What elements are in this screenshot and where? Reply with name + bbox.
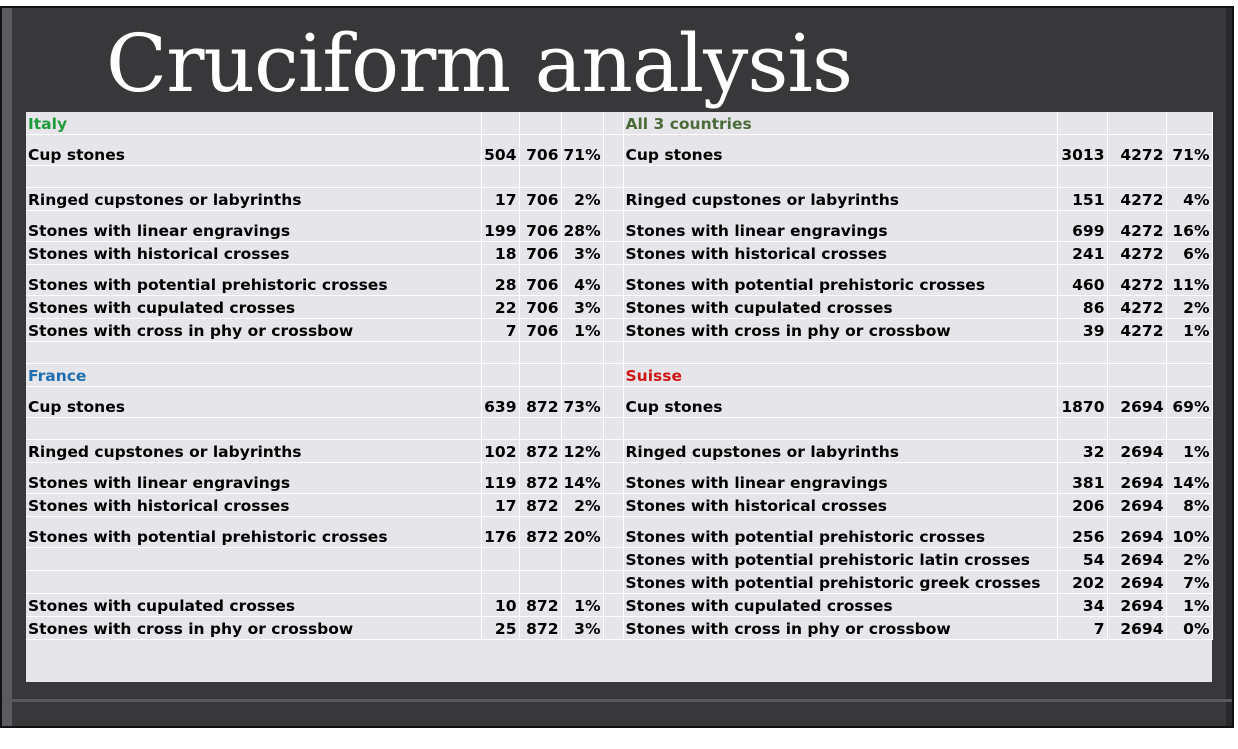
row-label[interactable]: Stones with linear engravings bbox=[623, 463, 1057, 494]
table-row bbox=[26, 571, 1212, 594]
row-total[interactable]: 2694 bbox=[1107, 571, 1166, 594]
row-pct[interactable]: 14% bbox=[561, 463, 603, 494]
row-count[interactable]: 39 bbox=[1057, 319, 1107, 342]
row-label[interactable]: Stones with potential prehistoric crosses bbox=[623, 265, 1057, 296]
table-row bbox=[26, 517, 1212, 548]
table-row bbox=[26, 211, 1212, 242]
row-count[interactable]: 381 bbox=[1057, 463, 1107, 494]
row-count[interactable]: 3013 bbox=[1057, 135, 1107, 166]
row-label[interactable]: Stones with historical crosses bbox=[623, 494, 1057, 517]
row-pct[interactable]: 73% bbox=[561, 387, 603, 418]
row-total[interactable]: 2694 bbox=[1107, 463, 1166, 494]
row-count[interactable]: 504 bbox=[481, 135, 519, 166]
row-count[interactable]: 22 bbox=[481, 296, 519, 319]
row-count[interactable]: 639 bbox=[481, 387, 519, 418]
row-total[interactable]: 872 bbox=[519, 517, 561, 548]
row-label[interactable]: Stones with linear engravings bbox=[26, 463, 481, 494]
row-count[interactable]: 151 bbox=[1057, 188, 1107, 211]
row-pct[interactable]: 0% bbox=[1166, 617, 1212, 640]
row-count[interactable]: 17 bbox=[481, 188, 519, 211]
row-count[interactable]: 7 bbox=[1057, 617, 1107, 640]
table-row bbox=[26, 342, 1212, 364]
row-total[interactable]: 872 bbox=[519, 387, 561, 418]
row-total[interactable]: 2694 bbox=[1107, 617, 1166, 640]
row-count[interactable]: 1870 bbox=[1057, 387, 1107, 418]
row-total[interactable]: 706 bbox=[519, 242, 561, 265]
table-row bbox=[26, 265, 1212, 296]
row-pct[interactable]: 71% bbox=[1166, 135, 1212, 166]
row-pct[interactable]: 1% bbox=[1166, 440, 1212, 463]
table-row bbox=[26, 135, 1212, 166]
row-pct[interactable]: 1% bbox=[1166, 319, 1212, 342]
row-pct[interactable]: 4% bbox=[1166, 188, 1212, 211]
row-label[interactable]: Stones with potential prehistoric latin crosses bbox=[623, 548, 1057, 571]
row-label[interactable]: Stones with cupulated crosses bbox=[26, 296, 481, 319]
row-pct[interactable]: 6% bbox=[1166, 242, 1212, 265]
row-pct[interactable]: 8% bbox=[1166, 494, 1212, 517]
row-pct[interactable]: 3% bbox=[561, 296, 603, 319]
row-pct[interactable]: 1% bbox=[1166, 594, 1212, 617]
table-row bbox=[26, 463, 1212, 494]
row-count[interactable]: 102 bbox=[481, 440, 519, 463]
row-pct[interactable]: 1% bbox=[561, 594, 603, 617]
table-row bbox=[26, 242, 1212, 265]
table-row bbox=[26, 440, 1212, 463]
row-pct[interactable]: 4% bbox=[561, 265, 603, 296]
row-total[interactable]: 4272 bbox=[1107, 135, 1166, 166]
row-count[interactable]: 202 bbox=[1057, 571, 1107, 594]
row-label[interactable]: Stones with cross in phy or crossbow bbox=[26, 617, 481, 640]
row-total[interactable]: 706 bbox=[519, 296, 561, 319]
row-count[interactable]: 18 bbox=[481, 242, 519, 265]
row-count[interactable]: 86 bbox=[1057, 296, 1107, 319]
row-count[interactable]: 10 bbox=[481, 594, 519, 617]
row-label[interactable]: Stones with historical crosses bbox=[26, 494, 481, 517]
section-header-suisse[interactable]: Suisse bbox=[623, 364, 1057, 387]
table-row bbox=[26, 364, 1212, 387]
row-count[interactable]: 206 bbox=[1057, 494, 1107, 517]
row-total[interactable]: 872 bbox=[519, 440, 561, 463]
row-pct[interactable]: 20% bbox=[561, 517, 603, 548]
row-pct[interactable]: 16% bbox=[1166, 211, 1212, 242]
table-row bbox=[26, 594, 1212, 617]
row-pct[interactable]: 11% bbox=[1166, 265, 1212, 296]
row-label[interactable]: Stones with linear engravings bbox=[623, 211, 1057, 242]
row-label[interactable]: Ringed cupstones or labyrinths bbox=[26, 188, 481, 211]
row-total[interactable]: 4272 bbox=[1107, 319, 1166, 342]
row-total[interactable]: 4272 bbox=[1107, 265, 1166, 296]
row-pct[interactable]: 28% bbox=[561, 211, 603, 242]
row-count[interactable]: 54 bbox=[1057, 548, 1107, 571]
row-total[interactable]: 706 bbox=[519, 135, 561, 166]
section-header-all-countries[interactable]: All 3 countries bbox=[623, 112, 1057, 135]
row-label[interactable]: Stones with potential prehistoric crosses bbox=[26, 517, 481, 548]
row-total[interactable]: 2694 bbox=[1107, 548, 1166, 571]
row-count[interactable]: 256 bbox=[1057, 517, 1107, 548]
row-pct[interactable]: 12% bbox=[561, 440, 603, 463]
row-count[interactable]: 699 bbox=[1057, 211, 1107, 242]
table-row bbox=[26, 548, 1212, 571]
row-pct[interactable]: 14% bbox=[1166, 463, 1212, 494]
row-label[interactable]: Stones with potential prehistoric greek crosses bbox=[623, 571, 1057, 594]
table-row bbox=[26, 418, 1212, 440]
row-total[interactable]: 872 bbox=[519, 494, 561, 517]
row-count[interactable]: 119 bbox=[481, 463, 519, 494]
row-label[interactable]: Stones with linear engravings bbox=[26, 211, 481, 242]
row-pct[interactable]: 2% bbox=[1166, 548, 1212, 571]
section-header-italy[interactable]: Italy bbox=[26, 112, 481, 135]
row-pct[interactable]: 7% bbox=[1166, 571, 1212, 594]
spreadsheet-table bbox=[26, 112, 1212, 682]
row-total[interactable]: 4272 bbox=[1107, 188, 1166, 211]
row-pct[interactable]: 3% bbox=[561, 242, 603, 265]
row-count[interactable]: 25 bbox=[481, 617, 519, 640]
row-total[interactable]: 4272 bbox=[1107, 296, 1166, 319]
row-total[interactable]: 2694 bbox=[1107, 594, 1166, 617]
row-count[interactable]: 17 bbox=[481, 494, 519, 517]
row-pct[interactable]: 2% bbox=[561, 494, 603, 517]
row-count[interactable]: 176 bbox=[481, 517, 519, 548]
row-count[interactable]: 460 bbox=[1057, 265, 1107, 296]
row-label[interactable]: Stones with cross in phy or crossbow bbox=[623, 319, 1057, 342]
row-label[interactable]: Stones with historical crosses bbox=[623, 242, 1057, 265]
row-label[interactable]: Cup stones bbox=[623, 387, 1057, 418]
table-row bbox=[26, 166, 1212, 188]
row-total[interactable]: 706 bbox=[519, 188, 561, 211]
row-label[interactable]: Ringed cupstones or labyrinths bbox=[623, 440, 1057, 463]
row-pct[interactable]: 71% bbox=[561, 135, 603, 166]
table-row bbox=[26, 112, 1212, 135]
row-pct[interactable]: 2% bbox=[561, 188, 603, 211]
row-count[interactable]: 7 bbox=[481, 319, 519, 342]
table-row bbox=[26, 387, 1212, 418]
row-pct[interactable]: 3% bbox=[561, 617, 603, 640]
page-title: Cruciform analysis bbox=[106, 17, 853, 110]
row-total[interactable]: 4272 bbox=[1107, 211, 1166, 242]
row-label[interactable]: Stones with historical crosses bbox=[26, 242, 481, 265]
row-total[interactable]: 706 bbox=[519, 211, 561, 242]
table-row bbox=[26, 296, 1212, 319]
row-label[interactable]: Stones with cupulated crosses bbox=[26, 594, 481, 617]
row-count[interactable]: 34 bbox=[1057, 594, 1107, 617]
row-count[interactable]: 28 bbox=[481, 265, 519, 296]
row-pct[interactable]: 2% bbox=[1166, 296, 1212, 319]
row-total[interactable]: 2694 bbox=[1107, 387, 1166, 418]
row-label[interactable]: Ringed cupstones or labyrinths bbox=[26, 440, 481, 463]
row-total[interactable]: 872 bbox=[519, 463, 561, 494]
left-edge-strip bbox=[2, 8, 12, 726]
row-label[interactable]: Cup stones bbox=[26, 387, 481, 418]
row-total[interactable]: 2694 bbox=[1107, 494, 1166, 517]
row-pct[interactable]: 1% bbox=[561, 319, 603, 342]
row-label[interactable]: Stones with cross in phy or crossbow bbox=[26, 319, 481, 342]
row-count[interactable]: 241 bbox=[1057, 242, 1107, 265]
row-pct[interactable]: 10% bbox=[1166, 517, 1212, 548]
row-label[interactable]: Stones with potential prehistoric crosses bbox=[26, 265, 481, 296]
row-label[interactable]: Stones with cupulated crosses bbox=[623, 296, 1057, 319]
row-label[interactable]: Stones with cupulated crosses bbox=[623, 594, 1057, 617]
table-row bbox=[26, 494, 1212, 517]
row-count[interactable]: 32 bbox=[1057, 440, 1107, 463]
right-edge-strip bbox=[1226, 8, 1232, 726]
row-label[interactable]: Cup stones bbox=[26, 135, 481, 166]
row-total[interactable]: 4272 bbox=[1107, 242, 1166, 265]
row-count[interactable]: 199 bbox=[481, 211, 519, 242]
row-label[interactable]: Stones with potential prehistoric crosses bbox=[623, 517, 1057, 548]
table-row bbox=[26, 188, 1212, 211]
table-row bbox=[26, 319, 1212, 342]
row-total[interactable]: 872 bbox=[519, 594, 561, 617]
row-label[interactable]: Stones with cross in phy or crossbow bbox=[623, 617, 1057, 640]
row-total[interactable]: 706 bbox=[519, 319, 561, 342]
row-total[interactable]: 2694 bbox=[1107, 440, 1166, 463]
section-header-france[interactable]: France bbox=[26, 364, 481, 387]
row-total[interactable]: 706 bbox=[519, 265, 561, 296]
table-row bbox=[26, 617, 1212, 640]
row-pct[interactable]: 69% bbox=[1166, 387, 1212, 418]
bottom-divider bbox=[2, 699, 1232, 702]
row-label[interactable]: Ringed cupstones or labyrinths bbox=[623, 188, 1057, 211]
row-label[interactable]: Cup stones bbox=[623, 135, 1057, 166]
row-total[interactable]: 2694 bbox=[1107, 517, 1166, 548]
row-total[interactable]: 872 bbox=[519, 617, 561, 640]
